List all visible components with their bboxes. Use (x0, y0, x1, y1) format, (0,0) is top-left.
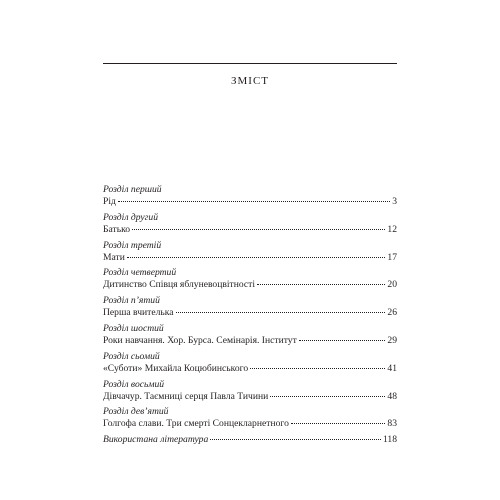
dot-leader (210, 439, 381, 440)
page-number: 26 (387, 307, 397, 319)
toc-entry (103, 212, 397, 240)
entry-line (103, 434, 397, 446)
page-number: 17 (387, 251, 397, 263)
dot-leader (127, 257, 386, 258)
chapter-title: Дитинство Співця яблуневоцвітності (103, 279, 256, 291)
toc-entry (103, 184, 397, 212)
entry-line (103, 307, 397, 319)
chapter-label: Розділ п’ятий (103, 295, 160, 307)
entry-line (103, 335, 397, 347)
entry-line (103, 224, 397, 236)
chapter-title: Рід (103, 196, 116, 207)
toc-entry (103, 295, 397, 323)
entry-line (103, 363, 397, 375)
bibliography-title: Використана література (103, 434, 209, 446)
dot-leader (270, 396, 385, 397)
entry-line (103, 418, 397, 430)
page-number: 20 (387, 279, 397, 291)
toc-entry-bibliography (103, 434, 397, 462)
entry-line (103, 279, 397, 291)
chapter-title: Роки навчання. Хор. Бурса. Семінарія. Інститут (103, 334, 297, 346)
dot-leader (132, 229, 385, 230)
page-number: 48 (387, 390, 397, 402)
chapter-label: Розділ сьомий (103, 350, 160, 362)
dot-leader (299, 340, 386, 341)
dot-leader (257, 284, 385, 285)
chapter-label: Розділ четвертий (103, 267, 177, 279)
dot-leader (291, 423, 386, 424)
page-number: 83 (387, 418, 397, 430)
page-number: 29 (387, 334, 397, 346)
toc-entry (103, 351, 397, 379)
page-number: 41 (387, 362, 397, 374)
toc-entry (103, 323, 397, 351)
toc-title: ЗМІСТ (230, 75, 269, 87)
toc-entry (103, 240, 397, 268)
chapter-title: Перша вчителька (103, 307, 174, 319)
chapter-label: Розділ другий (103, 211, 159, 223)
header-rule (103, 63, 397, 64)
entry-line (103, 252, 397, 264)
table-of-contents (103, 184, 397, 462)
toc-entry (103, 406, 397, 434)
page-number: 3 (392, 196, 397, 207)
page-number: 12 (387, 223, 397, 235)
chapter-label: Розділ третій (103, 239, 162, 251)
entry-line (103, 196, 397, 208)
toc-entry (103, 379, 397, 407)
chapter-label: Розділ дев’ятий (103, 406, 169, 418)
chapter-title: Дівчачур. Таємниці серця Павла Тичини (103, 390, 269, 402)
chapter-title: Батько (103, 223, 131, 235)
chapter-label: Розділ перший (103, 184, 162, 195)
chapter-label: Розділ шостий (103, 322, 164, 334)
dot-leader (176, 312, 386, 313)
dot-leader (118, 201, 390, 202)
toc-entry (103, 267, 397, 295)
entry-line (103, 391, 397, 403)
page-number: 118 (382, 434, 397, 446)
chapter-label: Розділ восьмий (103, 378, 165, 390)
chapter-title: «Суботи» Михайла Коцюбинського (103, 362, 249, 374)
dot-leader (250, 368, 385, 369)
chapter-title: Мати (103, 251, 125, 263)
chapter-title: Голгофа слави. Три смерті Сонцекларнетного (103, 418, 289, 430)
